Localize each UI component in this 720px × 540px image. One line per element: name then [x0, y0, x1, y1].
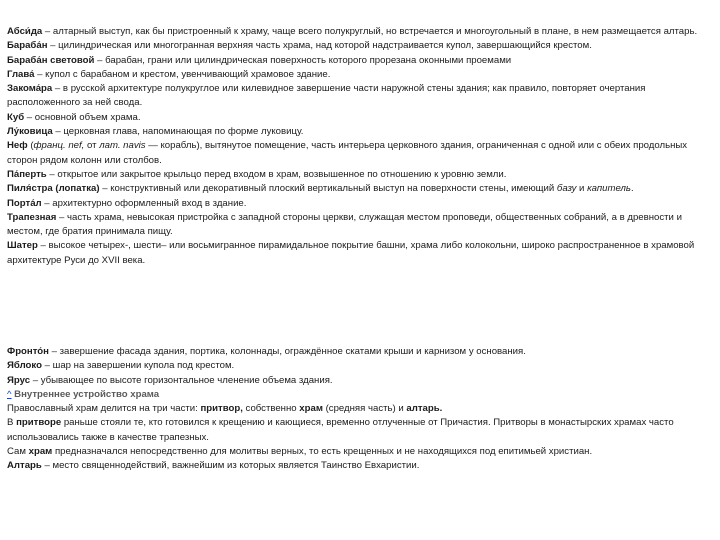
term: Глава́ — [7, 68, 35, 80]
term: Куб — [7, 111, 25, 123]
italic-text: капитель — [587, 183, 631, 195]
bold-text: алтарь. — [406, 403, 443, 415]
text: от — [84, 140, 100, 152]
definition: – часть храма, невысокая пристройка с западной стороны церкви, служащая местом проповеди, общественных собраний, а в древности и местом, где братия принимала пищу. — [7, 211, 682, 238]
definition: – шар на завершении купола под крестом. — [41, 360, 235, 372]
entry-pilyastra — [7, 182, 711, 196]
paragraph-hram — [7, 445, 711, 459]
entry-nef — [7, 139, 711, 168]
definition: – открытое или закрытое крыльцо перед входом в храм, возвышенное по отношению к уровню земли. — [46, 168, 507, 180]
text: (средняя часть) и — [322, 403, 407, 415]
text: раньше стояли те, кто готовился к крещению и кающиеся, временно отлученные от Причастия. Притворы в монастырских храмах часто использовались также в качестве трапезных. — [7, 417, 674, 443]
entry-altar — [7, 459, 711, 473]
definition: – в русской архитектуре полукруглое или килевидное завершение части наружной стены здания; как правило, повторяет очертания расположенного за ней свода. — [7, 83, 646, 109]
term: Ярус — [7, 374, 31, 386]
section-title: Внутреннее устройство храма — [11, 388, 160, 400]
paragraph-intro — [7, 402, 711, 416]
definition: – барабан, грани или цилиндрическая поверхность которого прорезана оконными проемами — [94, 54, 512, 66]
text: В — [7, 417, 17, 429]
term: Абси́да — [7, 26, 43, 37]
term: Неф — [7, 140, 28, 152]
definition: – церковная глава, напоминающая по форме луковицу. — [52, 126, 304, 138]
entry-kub — [7, 111, 711, 125]
term: Алтарь — [7, 460, 42, 472]
definition: – основной объем храма. — [24, 111, 141, 123]
definition: — корабль), вытянутое помещение, часть интерьера церковного здания, ограниченная с одной или с обеих продольных сторон рядом колонн или столбов. — [7, 140, 688, 166]
text: собственно — [242, 403, 300, 415]
text: предназначался непосредственно для молитвы верных, то есть крещенных и не находящихся под епитимьей христиан. — [52, 446, 593, 458]
definition: – конструктивный или декоративный плоский вертикальный выступ на поверхности стены, имеющий — [99, 183, 557, 195]
back-to-top-link[interactable]: ^ — [7, 388, 12, 400]
definition: – завершение фасада здания, портика, колоннады, ограждённое скатами крыши и карнизом у основания. — [48, 346, 526, 357]
term: Лу́ковица — [7, 126, 53, 138]
bold-text: притвор, — [200, 403, 243, 415]
term: Пиля́стра (лопатка) — [7, 183, 100, 195]
entry-portal — [7, 197, 711, 211]
glossary-block-upper — [7, 25, 711, 268]
definition: – место священнодействий, важнейшим из которых является Таинство Евхаристии. — [41, 460, 420, 472]
bold-text: притворе — [16, 417, 62, 429]
italic-text: лат. navis — [99, 140, 146, 152]
term: Бараба́н световой — [7, 54, 95, 66]
definition: – архитектурно оформленный вход в здание. — [41, 197, 247, 209]
paragraph-pritvor — [7, 416, 711, 445]
text: Православный храм делится на три части: — [7, 403, 201, 415]
text: и — [576, 183, 588, 195]
bold-text: храм — [28, 446, 53, 458]
italic-text: франц. nef, — [33, 140, 85, 152]
term: Шатер — [7, 240, 38, 252]
entry-baraban — [7, 39, 711, 53]
italic-text: базу — [556, 183, 577, 195]
term: Трапезная — [7, 211, 57, 223]
term: Па́перть — [7, 168, 47, 180]
section-heading — [7, 388, 711, 402]
definition: – высокое четырех-, шести– или восьмигранное пирамидальное покрытие башни, храма либо колокольни, широко распространенное в храмовой архитектуре Руси до XVII века. — [7, 240, 695, 266]
term: Бараба́н — [7, 40, 48, 52]
entry-baraban-svetovoy — [7, 54, 711, 68]
term: Закома́ра — [7, 83, 53, 95]
term: Фронто́н — [7, 346, 49, 357]
entry-trapeznaya — [7, 211, 711, 240]
term: Порта́л — [7, 197, 42, 209]
entry-yarus — [7, 374, 711, 388]
text: ( — [27, 140, 34, 152]
text: . — [630, 183, 634, 195]
definition: – алтарный выступ, как бы пристроенный к храму, чаще всего полукруглый, но встречается и многоугольный в плане, в нем размещается алтарь. — [42, 26, 698, 37]
glossary-block-lower — [7, 345, 711, 474]
entry-apsida — [7, 25, 711, 39]
entry-fronton — [7, 345, 711, 359]
bold-text: храм — [299, 403, 323, 415]
entry-shater — [7, 239, 711, 268]
definition: – убывающее по высоте горизонтальное членение объема здания. — [30, 374, 333, 386]
entry-zakomara — [7, 82, 711, 111]
entry-yabloko — [7, 359, 711, 373]
entry-lukovica — [7, 125, 711, 139]
definition: – купол с барабаном и крестом, увенчивающий храмовое здание. — [34, 68, 331, 80]
entry-glava — [7, 68, 711, 82]
text: Сам — [7, 446, 29, 458]
entry-paperte — [7, 168, 711, 182]
definition: – цилиндрическая или многогранная верхняя часть храма, над которой надстраивается купол, завершающийся крестом. — [47, 40, 592, 52]
term: Яблоко — [7, 360, 42, 372]
